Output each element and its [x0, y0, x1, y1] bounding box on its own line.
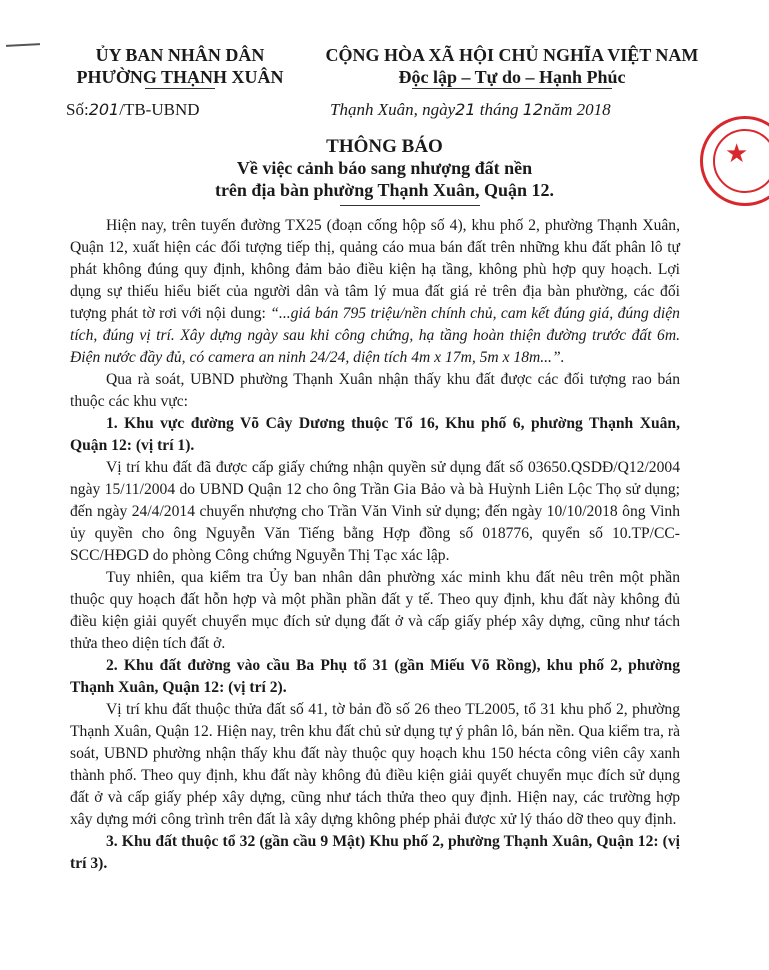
- section-heading-3: 3. Khu đất thuộc tổ 32 (gần cầu 9 Mật) Khu phố 2, phường Thạnh Xuân, Quận 12: (vị trí 3).: [70, 833, 680, 872]
- ref-prefix: Số:: [66, 100, 89, 119]
- issuer-header: [60, 44, 300, 89]
- flyer-quote: “...giá bán 795 triệu/nền chính chủ, cam kết đúng giá, đúng diện tích, đúng vị trí. Xây dựng ngày sau khi công chứng, hạ tầng hoàn thiện đường trước đất 6m. Điện nước đầy đủ, có camera an ninh 24/24, diện tích 4m x 17m, 5m x 18m...”.: [70, 305, 680, 366]
- document-subject-line1: Về việc cảnh báo sang nhượng đất nền: [236, 158, 533, 178]
- document-reference: [66, 100, 200, 120]
- scan-pen-mark: [6, 43, 40, 47]
- nation-motto: Độc lập – Tự do – Hạnh Phúc: [398, 67, 626, 87]
- document-subject-line2: trên địa bàn phường Thạnh Xuân, Quận 12.: [214, 180, 555, 200]
- document-body: [70, 215, 680, 875]
- issuer-underline: [145, 88, 215, 89]
- title-underline: [340, 205, 480, 206]
- paragraph-intro: [70, 215, 680, 369]
- paragraph-review: Qua rà soát, UBND phường Thạnh Xuân nhận thấy khu đất được các đối tượng rao bán thuộc các khu vực:: [70, 371, 680, 410]
- section-heading-2: 2. Khu đất đường vào cầu Ba Phụ tổ 31 (gần Miếu Võ Rồng), khu phố 2, phường Thạnh Xuân, Quận 12: (vị trí 2).: [70, 657, 680, 696]
- document-date: [330, 100, 611, 120]
- paragraph-site2: Vị trí khu đất thuộc thửa đất số 41, tờ bản đồ số 26 theo TL2005, tổ 31 khu phố 2, phường Thạnh Xuân, Quận 12. Hiện nay, trên khu đất chủ sử dụng tự ý phân lô, bán nền. Qua kiểm tra, rà soát, UBND phường nhận thấy khu đất này thuộc quy hoạch khu 150 hécta công viên cây xanh thành phố. Theo quy định, khu đất này không đủ điều kiện giải quyết chuyển mục đích sử dụng đất ở và cấp giấy phép xây dựng, cũng như tách thửa theo quy định. Hiện nay, các trường hợp xây dựng mới công trình trên đất là xây dựng không phép phải được xử lý tháo dỡ theo quy định.: [70, 701, 680, 828]
- date-month: 12: [522, 100, 544, 119]
- date-month-label: tháng: [479, 100, 519, 119]
- document-title: THÔNG BÁO: [326, 136, 443, 157]
- intro-text: Hiện nay, trên tuyến đường TX25 (đoạn cống hộp số 4), khu phố 2, phường Thạnh Xuân, Quận 12, xuất hiện các đối tượng tiếp thị, quảng cáo mua bán đất trên những khu đất phân lô tự phát không đúng quy định, không đảm bảo điều kiện hạ tầng, không phù hợp quy hoạch. Lợi dụng sự thiếu hiểu biết của người dân và tâm lý mua đất giá rẻ trên địa bàn phường, các đối tượng phát tờ rơi với nội dung:: [70, 217, 680, 322]
- section-heading-1: 1. Khu vực đường Võ Cây Dương thuộc Tổ 16, Khu phố 6, phường Thạnh Xuân, Quận 12: (vị trí 1).: [70, 415, 680, 454]
- date-day: 21: [455, 100, 476, 119]
- nation-header: [282, 44, 742, 89]
- issuer-ward: PHƯỜNG THẠNH XUÂN: [76, 67, 284, 87]
- ref-number: 201: [88, 100, 120, 119]
- ref-suffix: /TB-UBND: [119, 100, 200, 119]
- nation-name: CỘNG HÒA XÃ HỘI CHỦ NGHĨA VIỆT NAM: [325, 45, 699, 65]
- seal-star-icon: ★: [725, 139, 749, 169]
- paragraph-site1-details: Vị trí khu đất đã được cấp giấy chứng nhận quyền sử dụng đất số 03650.QSDĐ/Q12/2004 ngày 15/11/2004 do UBND Quận 12 cho ông Trần Gia Bảo và bà Huỳnh Liên Lộc Thọ sử dụng; đến ngày 24/4/2014 chuyển nhượng cho Trần Văn Vinh sử dụng; đến ngày 10/10/2018 ông Vinh ủy quyền cho ông Nguyễn Văn Tiếng bằng Hợp đồng số 018776, quyển số 10.TP/CC-SCC/HĐGD do phòng Công chứng Nguyễn Thị Tạc xác lập.: [70, 459, 680, 564]
- date-prefix: Thạnh Xuân, ngày: [330, 100, 456, 119]
- date-year: năm 2018: [543, 100, 611, 119]
- issuer-org: ỦY BAN NHÂN DÂN: [95, 45, 265, 65]
- paragraph-site1-findings: Tuy nhiên, qua kiểm tra Ủy ban nhân dân phường xác minh khu đất nêu trên một phần thuộc quy hoạch đất hỗn hợp và một phần phần đất y tế. Theo quy định, khu đất này không đủ điều kiện giải quyết chuyển mục đích sử dụng đất ở và cấp giấy phép xây dựng, cũng như tách thửa theo diện tích đất ở.: [70, 569, 680, 652]
- motto-underline: [412, 88, 612, 89]
